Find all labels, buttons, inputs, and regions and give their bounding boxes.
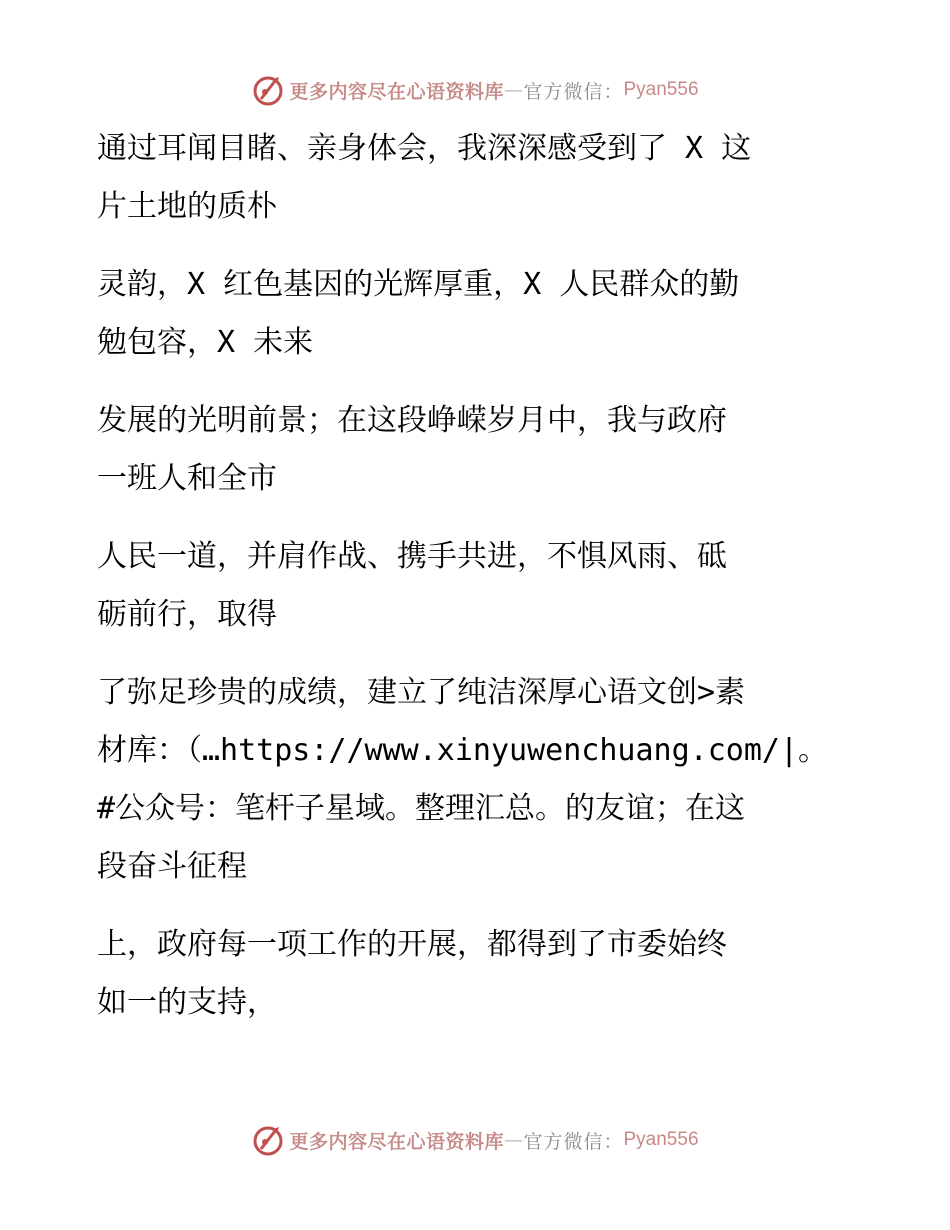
body-line: 通过耳闻目睹、亲身体会，我深深感受到了 X 这 [97,131,752,166]
body-line: 勉包容，X 未来 [97,325,314,360]
body-line: 上，政府每一项工作的开展，都得到了市委始终 [97,927,727,962]
body-line: 一班人和全市 [97,461,277,496]
body-line: 发展的光明前景；在这段峥嵘岁月中，我与政府 [97,403,727,438]
brand-logo-icon [251,73,285,107]
header-wechat-id: Pyan556 [623,79,699,100]
footer-wechat-id: Pyan556 [623,1129,699,1150]
header-wechat-label: 官方微信： [523,80,624,103]
footer-wechat-label: 官方微信： [523,1130,624,1153]
body-line: 片土地的质朴 [97,189,277,224]
header-banner [0,70,950,110]
body-line: 段奋斗征程 [97,849,247,884]
footer-separator: — [503,1129,524,1151]
header-brand-text: 更多内容尽在心语资料库 [289,80,504,103]
footer-banner [0,1120,950,1160]
footer-brand-text: 更多内容尽在心语资料库 [289,1130,504,1153]
body-line: 砺前行，取得 [97,597,277,632]
body-line: 如一的支持， [97,985,277,1020]
brand-logo-icon [251,1123,285,1157]
body-line: #公众号：笔杆子星域。整理汇总。的友谊；在这 [97,791,746,826]
body-line: 了弥足珍贵的成绩，建立了纯洁深厚心语文创>素 [97,675,746,710]
header-separator: — [503,79,524,101]
document-body [97,120,857,1032]
body-line: 人民一道，并肩作战、携手共进，不惧风雨、砥 [97,539,727,574]
body-line: 灵韵，X 红色基因的光辉厚重，X 人民群众的勤 [97,267,740,302]
body-line-link: 材库：（…https://www.xinyuwenchuang.com/|。 [97,733,829,768]
